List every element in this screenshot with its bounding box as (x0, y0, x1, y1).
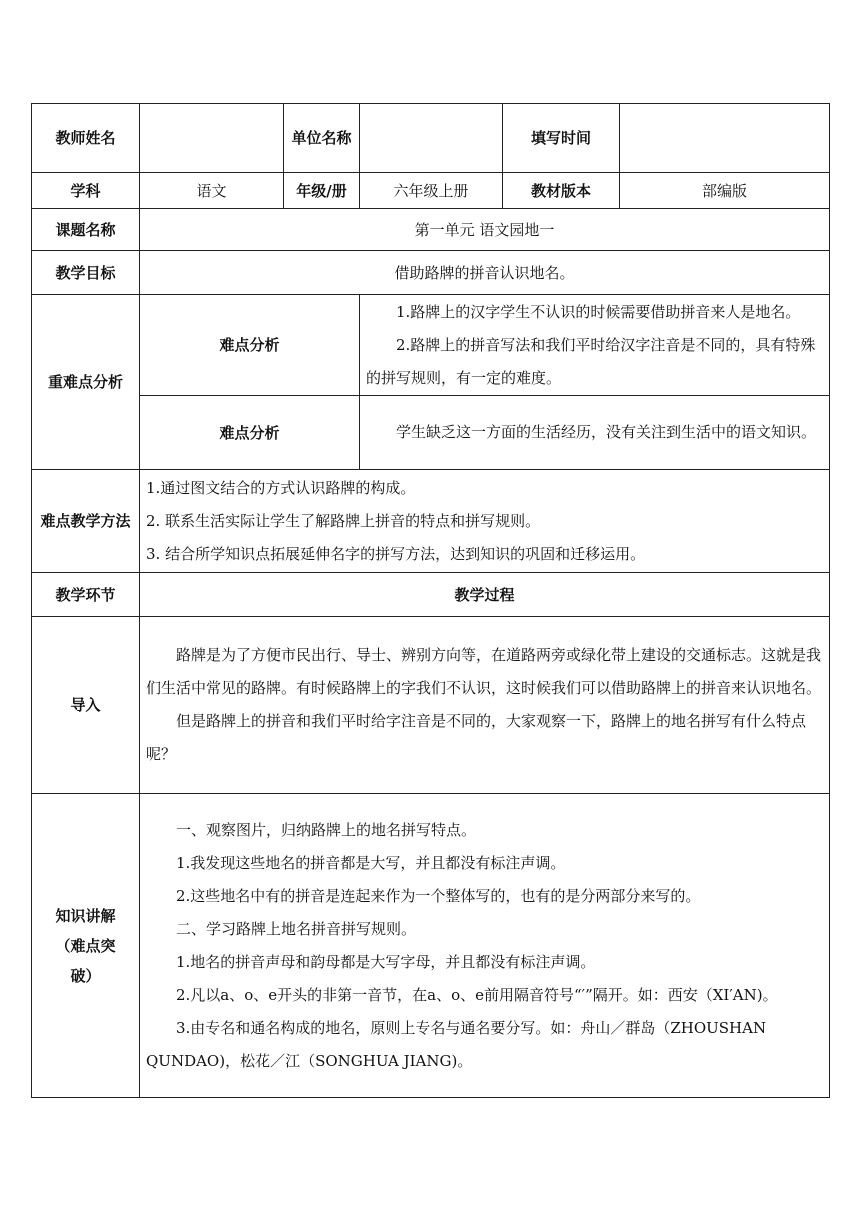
method-item: 3. 结合所学知识点拓展延伸名字的拼写方法，达到知识的巩固和迁移运用。 (146, 544, 646, 563)
intro-label: 导入 (32, 617, 140, 794)
intro-paragraph: 但是路牌上的拼音和我们平时给字注音是不同的，大家观察一下，路牌上的地名拼写有什么特点呢？ (146, 712, 807, 763)
grade-value: 六年级上册 (360, 173, 503, 209)
methods-content (140, 470, 830, 573)
knowledge-content (140, 794, 830, 1098)
stage-label: 教学环节 (32, 573, 140, 617)
methods-row (32, 470, 830, 573)
edition-value: 部编版 (620, 173, 830, 209)
key-analysis-label: 难点分析 (140, 295, 360, 396)
process-header-row (32, 573, 830, 617)
analysis-row-key (32, 295, 830, 396)
date-label: 填写时间 (503, 104, 620, 173)
method-item: 2. 联系生活实际让学生了解路牌上拼音的特点和拼写规则。 (146, 511, 541, 530)
intro-paragraph: 路牌是为了方便市民出行、导士、辨别方向等，在道路两旁或绿化带上建设的交通标志。这就是我们生活中常见的路牌。有时候路牌上的字我们不认识，这时候我们可以借助路牌上的拼音来认识地名。 (146, 646, 822, 697)
date-value (620, 104, 830, 173)
key-point: 2.路牌上的拼音写法和我们平时给汉字注音是不同的，具有特殊的拼写规则，有一定的难度。 (366, 335, 816, 387)
knowledge-paragraph: 3.由专名和通名构成的地名，原则上专名与通名要分写。如：舟山／群岛（ZHOUSHAN QUNDAO)，松花／江（SONGHUA JIANG)。 (146, 1018, 767, 1070)
teacher-value (140, 104, 284, 173)
analysis-label: 重难点分析 (32, 295, 140, 470)
header-row-2 (32, 173, 830, 209)
knowledge-paragraph: 二、学习路牌上地名拼音拼写规则。 (176, 919, 417, 938)
grade-label: 年级/册 (284, 173, 360, 209)
intro-content (140, 617, 830, 794)
hard-point: 学生缺乏这一方面的生活经历，没有关注到生活中的语文知识。 (396, 423, 817, 441)
knowledge-paragraph: 2.这些地名中有的拼音是连起来作为一个整体写的，也有的是分两部分来写的。 (176, 886, 701, 905)
subject-label: 学科 (32, 173, 140, 209)
knowledge-paragraph: 1.地名的拼音声母和韵母都是大写字母，并且都没有标注声调。 (176, 952, 596, 971)
knowledge-label (32, 794, 140, 1098)
goal-row (32, 251, 830, 295)
knowledge-label-line: 破） (70, 966, 101, 985)
topic-value: 第一单元 语文园地一 (140, 209, 830, 251)
unit-value (360, 104, 503, 173)
goal-label: 教学目标 (32, 251, 140, 295)
subject-value: 语文 (140, 173, 284, 209)
intro-row (32, 617, 830, 794)
goal-value: 借助路牌的拼音认识地名。 (140, 251, 830, 295)
knowledge-paragraph: 1.我发现这些地名的拼音都是大写，并且都没有标注声调。 (176, 853, 566, 872)
header-row-1 (32, 104, 830, 173)
knowledge-paragraph: 一、观察图片，归纳路牌上的地名拼写特点。 (176, 820, 477, 839)
process-label: 教学过程 (140, 573, 830, 617)
topic-label: 课题名称 (32, 209, 140, 251)
hard-analysis-label: 难点分析 (140, 396, 360, 470)
edition-label: 教材版本 (503, 173, 620, 209)
lesson-plan-table (31, 103, 830, 1098)
key-analysis-content (360, 295, 830, 396)
knowledge-row (32, 794, 830, 1098)
analysis-row-hard (32, 396, 830, 470)
topic-row (32, 209, 830, 251)
knowledge-paragraph: 2.凡以a、o、e开头的非第一音节，在a、o、e前用隔音符号“′”隔开。如：西安（XI′AN)。 (176, 985, 778, 1004)
teacher-label: 教师姓名 (32, 104, 140, 173)
knowledge-label-line: 知识讲解 (55, 906, 116, 925)
key-point: 1.路牌上的汉字学生不认识的时候需要借助拼音来人是地名。 (396, 302, 801, 321)
hard-analysis-content (360, 396, 830, 470)
method-item: 1.通过图文结合的方式认识路牌的构成。 (146, 478, 416, 497)
knowledge-label-line: （难点突 (55, 936, 116, 955)
unit-label: 单位名称 (284, 104, 360, 173)
methods-label: 难点教学方法 (32, 470, 140, 573)
